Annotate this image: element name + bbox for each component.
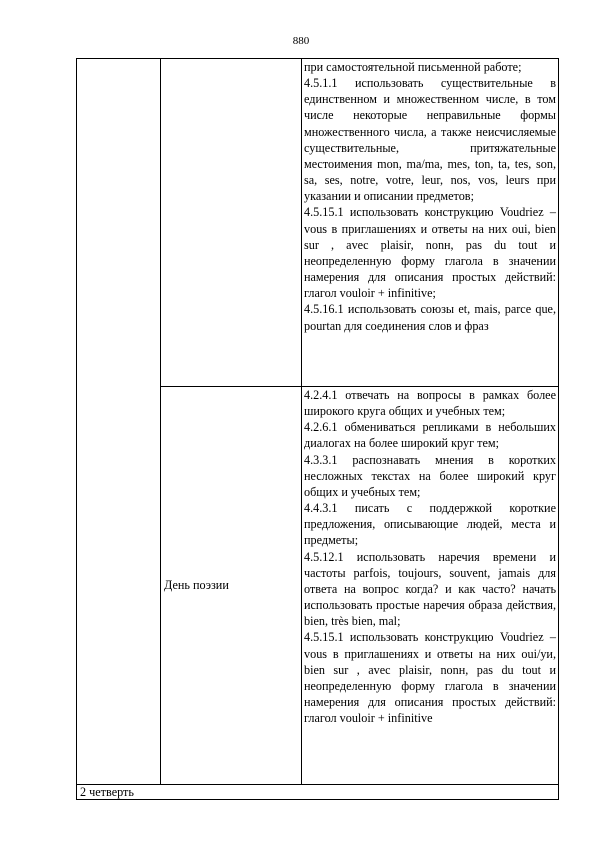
- quarter-heading: 2 четверть: [77, 785, 559, 800]
- objective-line: 4.2.6.1 обмениваться репликами в небольших диалогах на более широкий круг тем;: [304, 420, 556, 451]
- objectives-cell: [302, 59, 559, 387]
- objective-line: 4.5.16.1 использовать союзы et, mais, parce que, pourtan для соединения слов и фраз: [304, 302, 556, 333]
- objective-line: 4.4.3.1 писать с поддержкой короткие предложения, описывающие людей, места и предметы;: [304, 501, 556, 548]
- topic-cell: [161, 59, 302, 387]
- table-row: [77, 785, 559, 800]
- objective-line: 4.3.3.1 распознавать мнения в коротких несложных текстах на более широкий круг общих и учебных тем;: [304, 452, 556, 499]
- curriculum-table: [76, 58, 559, 800]
- table-row: [77, 59, 559, 387]
- objective-line: 4.2.4.1 отвечать на вопросы в рамках более широкого круга общих и учебных тем;: [304, 388, 556, 419]
- objective-line: 4.5.15.1 использовать конструкцию Voudriez –vous в приглашениях и ответы на них oui/уи, bien sur , avec plaisir, nonн, pas du tout и неопределенную форму глагола в значении намерения для описания простых действий: глагол vouloir + infinitive: [304, 630, 556, 726]
- section-cell: [77, 59, 161, 785]
- objectives-cell: [302, 387, 559, 785]
- page-number: 880: [292, 35, 310, 47]
- objective-line: 4.5.12.1 использовать наречия времени и частоты parfois, toujours, souvent, jamais для ответа на вопрос когда? и как часто? начать использовать простые наречия образа действия, bien, très bien, mal;: [304, 549, 556, 629]
- topic-cell: День поэзии: [161, 387, 302, 785]
- objective-line: 4.5.15.1 использовать конструкцию Voudriez –vous в приглашениях и ответы на них oui, bien sur , avec plaisir, nonн, pas du tout и неопределенную форму глагола в значении намерения для описания простых действий: глагол vouloir + infinitive;: [304, 205, 556, 301]
- objective-line: 4.5.1.1 использовать существительные в единственном и множественном числе, в том числе некоторые неправильные формы множественного числа, а также неисчисляемые существительные, притяжательные местоимения mon, ma/ma, mes, ton, ta, tes, son, sa, ses, notre, votre, leur, nos, vos, leurs при указании и описании предметов;: [304, 76, 556, 204]
- objective-line: при самостоятельной письменной работе;: [304, 60, 522, 74]
